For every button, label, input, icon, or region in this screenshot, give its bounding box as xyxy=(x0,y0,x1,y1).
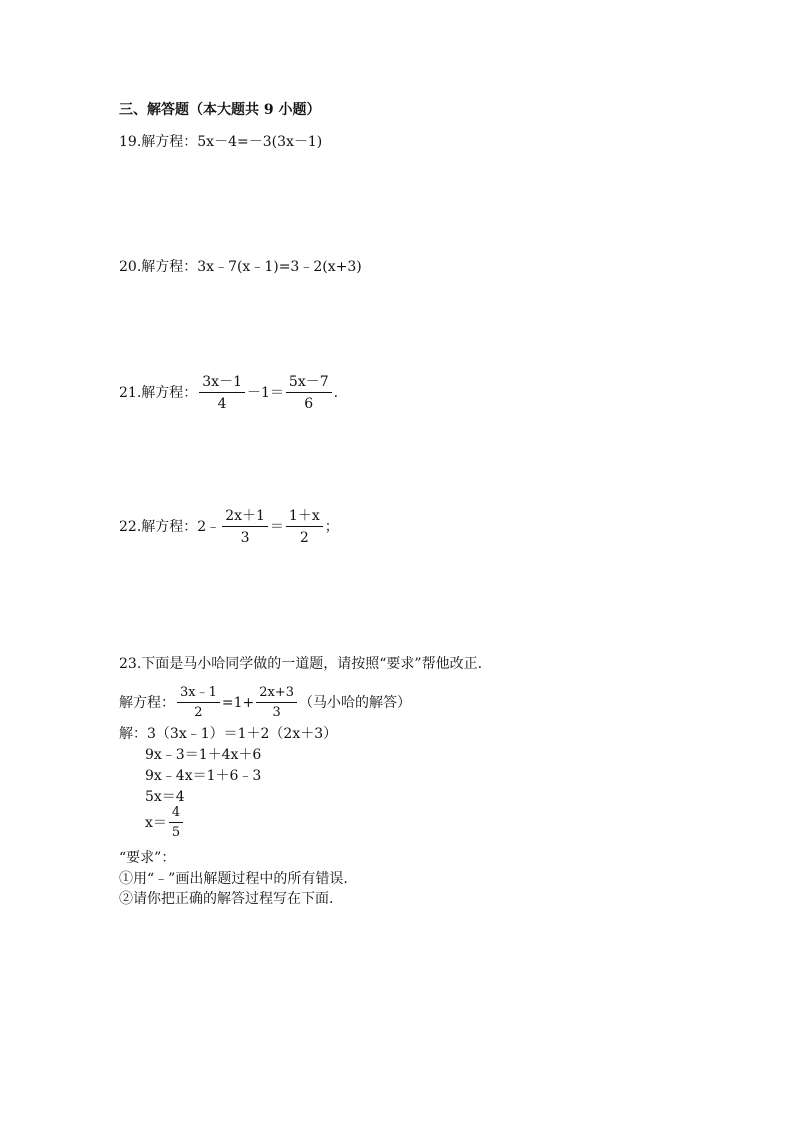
question-21-fraction-right xyxy=(286,374,332,412)
fraction-numerator: 2x+3 xyxy=(256,686,297,703)
question-21-label: 21.解方程： xyxy=(119,385,198,401)
question-21-end: . xyxy=(333,385,339,401)
question-23-fraction-left xyxy=(177,686,220,720)
question-20-label: 20.解方程： xyxy=(119,259,198,275)
fraction-denominator: 3 xyxy=(240,530,250,546)
fraction-denominator: 2 xyxy=(299,530,309,546)
question-22 xyxy=(119,508,339,546)
question-23-fraction-right xyxy=(256,686,297,720)
question-23-middle: =1+ xyxy=(221,695,255,711)
fraction-denominator: 2 xyxy=(194,705,203,720)
question-19 xyxy=(119,133,322,151)
question-22-end: ； xyxy=(324,519,339,535)
question-22-prefix: 2﹣ xyxy=(197,519,221,535)
question-20-equation: 3x﹣7(x﹣1)=3﹣2(x+3) xyxy=(197,259,362,275)
question-21 xyxy=(119,374,338,412)
fraction-numerator: 3x－1 xyxy=(199,374,245,393)
question-23-intro: 23.下面是马小哈同学做的一道题，请按照“要求”帮他改正. xyxy=(119,656,483,672)
requirement-2: ②请你把正确的解答过程写在下面. xyxy=(119,891,334,907)
fraction-numerator: 1＋x xyxy=(286,508,323,527)
fraction-denominator: 3 xyxy=(272,705,281,720)
fraction-denominator: 6 xyxy=(304,396,314,412)
question-23-note: （马小哈的解答） xyxy=(299,695,412,711)
solution-step-2: 9x﹣3＝1＋4x＋6 xyxy=(145,747,262,763)
solution-step-5-prefix: x＝ xyxy=(145,815,167,831)
question-23-label: 解方程： xyxy=(119,695,175,711)
question-22-fraction-right xyxy=(286,508,323,546)
question-23-equation xyxy=(119,686,411,720)
fraction-numerator: 2x＋1 xyxy=(222,508,268,527)
solution-step-5 xyxy=(145,806,185,840)
question-22-label: 22.解方程： xyxy=(119,519,198,535)
requirements-title: “要求”： xyxy=(119,850,176,866)
solution-step-4: 5x＝4 xyxy=(145,789,185,805)
question-19-label: 19.解方程： xyxy=(119,134,198,150)
fraction-denominator: 4 xyxy=(217,396,227,412)
question-20 xyxy=(119,258,362,276)
section-title: 三、解答题（本大题共 9 小题） xyxy=(119,102,321,118)
solution-step-1: 解：3（3x﹣1）＝1＋2（2x＋3） xyxy=(119,726,338,742)
question-19-equation: 5x－4=－3(3x－1) xyxy=(197,134,323,150)
question-22-middle: ＝ xyxy=(269,519,284,535)
fraction-numerator: 5x－7 xyxy=(286,374,332,393)
fraction-numerator: 3x﹣1 xyxy=(177,686,220,703)
solution-step-3: 9x﹣4x＝1＋6﹣3 xyxy=(145,768,262,784)
question-21-middle: －1＝ xyxy=(246,385,284,401)
fraction-numerator: 4 xyxy=(169,806,183,823)
question-21-fraction-left xyxy=(199,374,245,412)
solution-step-5-fraction xyxy=(169,806,183,840)
question-22-fraction-left xyxy=(222,508,268,546)
fraction-denominator: 5 xyxy=(171,825,181,840)
requirement-1: ①用“﹣”画出解题过程中的所有错误. xyxy=(119,871,348,887)
